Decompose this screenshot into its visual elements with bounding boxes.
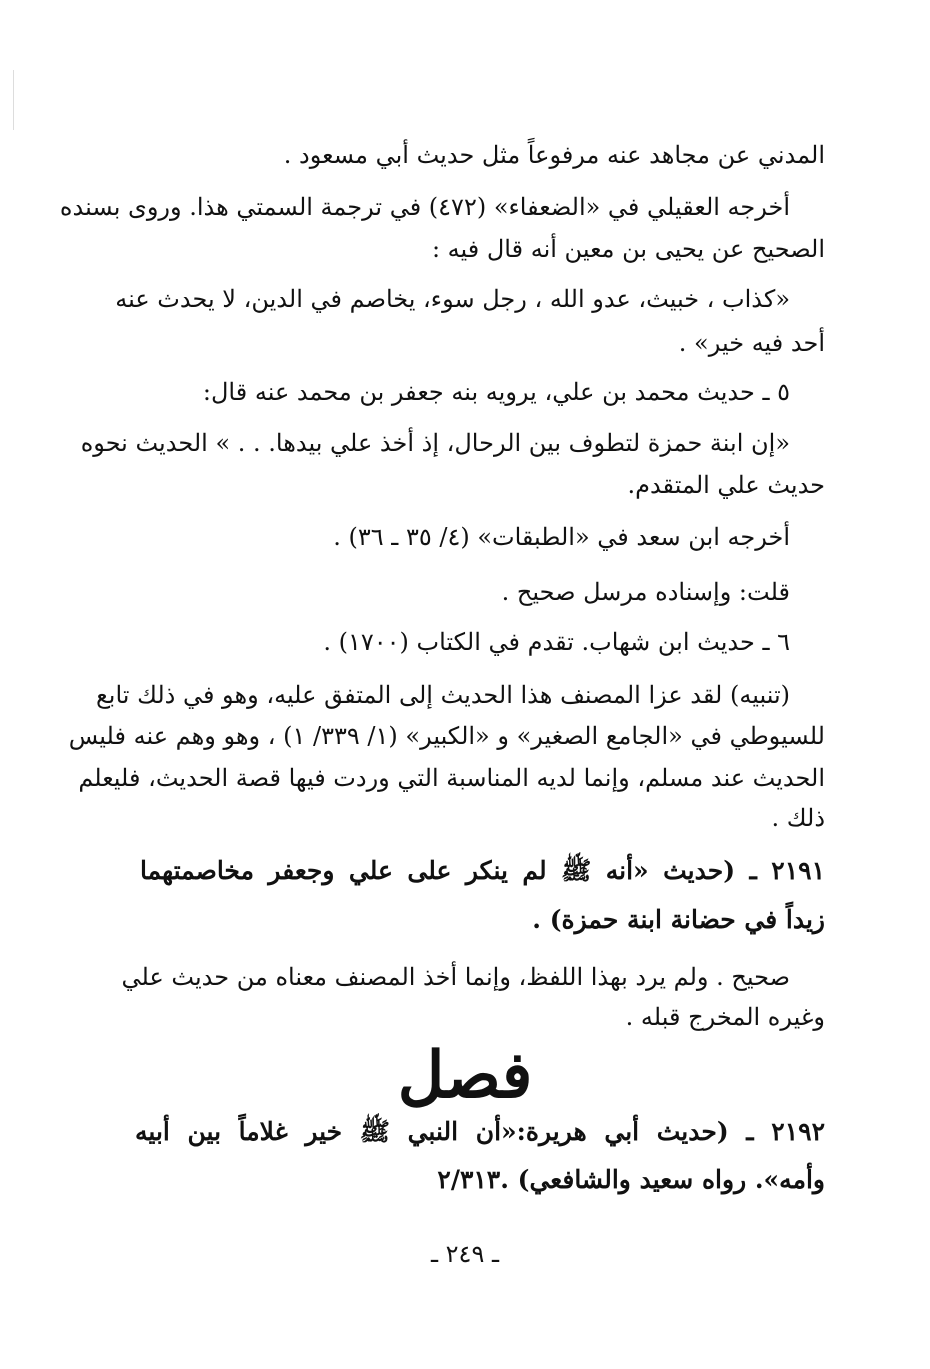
text-line: ذلك .	[771, 804, 825, 832]
text-line: المدني عن مجاهد عنه مرفوعاً مثل حديث أبي مسعود .	[283, 141, 825, 169]
page-number: ـ ٢٤٩ ـ	[430, 1240, 499, 1268]
text-line: ٥ ـ حديث محمد بن علي، يرويه بنه جعفر بن محمد عنه قال:	[202, 378, 790, 406]
text-line: أحد فيه خير» .	[678, 329, 825, 357]
text-line: (تنبيه) لقد عزا المصنف هذا الحديث إلى المتفق عليه، وهو في ذلك تابع	[96, 681, 790, 709]
text-line: قلت: وإسناده مرسل صحيح .	[501, 578, 790, 606]
text-line: صحيح . ولم يرد بهذا اللفظ، وإنما أخذ المصنف معناه من حديث علي	[121, 963, 790, 991]
text-line: «كذاب ، خبيث، عدو الله ، رجل سوء، يخاصم في الدين، لا يحدث عنه	[115, 285, 790, 313]
text-line: ٦ ـ حديث ابن شهاب. تقدم في الكتاب (١٧٠٠) .	[323, 628, 790, 656]
section-heading: فصل	[397, 1038, 533, 1113]
scan-edge-mark	[13, 70, 14, 130]
hadith-heading-2192: ٢١٩٢ ـ (حديث أبي هريرة:«أن النبي ﷺ خير غلاماً بين أبيه	[135, 1117, 825, 1146]
text-line: «إن ابنة حمزة لتطوف بين الرحال، إذ أخذ علي بيدها. . . » الحديث نحوه	[80, 429, 790, 457]
text-line: للسيوطي في «الجامع الصغير» و «الكبير» (١/ ٣٣٩/ ١) ، وهو وهم عنه فليس	[68, 722, 825, 750]
text-line: حديث علي المتقدم.	[627, 471, 825, 499]
text-line: وغيره المخرج قبله .	[625, 1003, 825, 1031]
text-line: أخرجه ابن سعد في «الطبقات» (٤/ ٣٥ ـ ٣٦) .	[333, 523, 790, 551]
text-line: زيداً في حضانة ابنة حمزة) .	[532, 905, 825, 934]
hadith-heading-2191: ٢١٩١ ـ (حديث «أنه ﷺ لم ينكر على علي وجعفر مخاصمتهما	[140, 856, 825, 885]
text-line: الصحيح عن يحيى بن معين أنه قال فيه :	[431, 235, 825, 263]
text-line: وأمه». رواه سعيد والشافعي) .٢/٣١٣	[437, 1165, 825, 1194]
text-line: أخرجه العقيلي في «الضعفاء» (٤٧٢) في ترجمة السمتي هذا. وروى بسنده	[59, 193, 790, 221]
text-line: الحديث عند مسلم، وإنما لديه المناسبة التي وردت فيها قصة الحديث، فليعلم	[78, 764, 825, 792]
